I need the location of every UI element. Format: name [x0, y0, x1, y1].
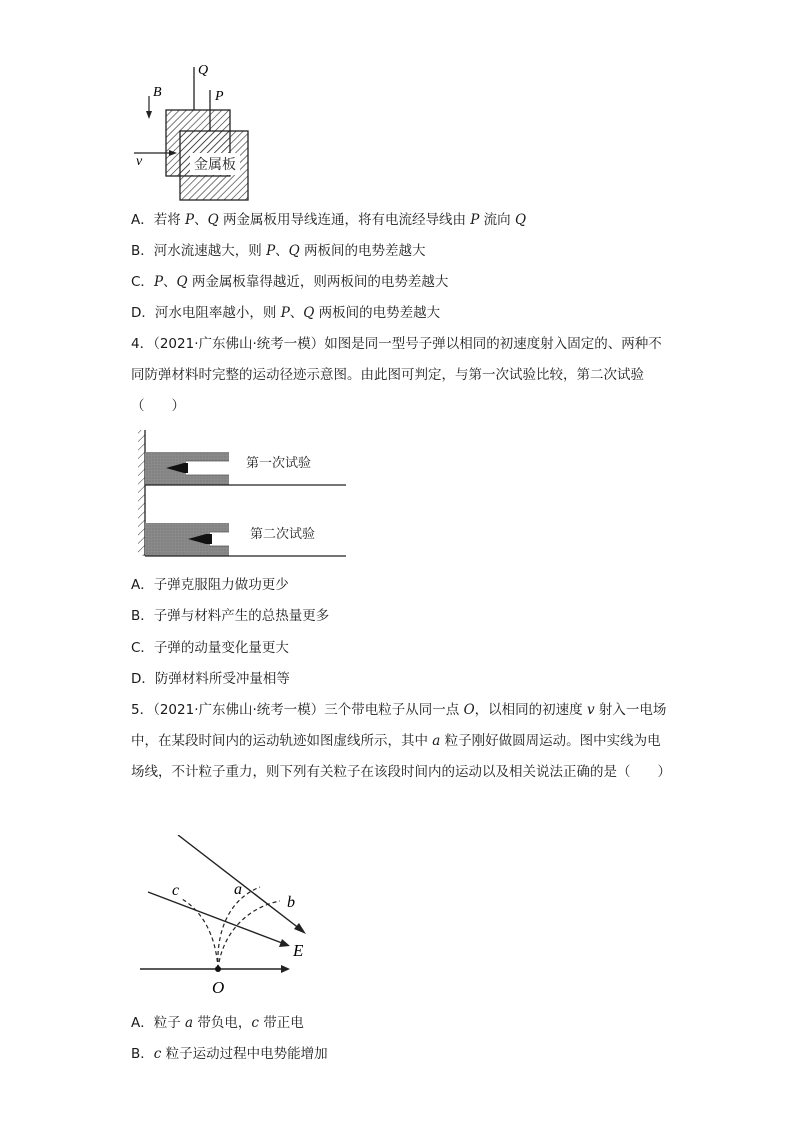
bullet-track-1	[186, 461, 230, 475]
label-e: E	[293, 941, 304, 960]
trajectory-a	[218, 887, 260, 969]
q4-option-b: B．子弹与材料产生的总热量更多	[131, 608, 330, 624]
trial-2-label: 第二次试验	[250, 527, 316, 542]
bullet-track-2	[210, 532, 230, 546]
label-b: B	[153, 85, 162, 100]
b-arrow-head	[146, 111, 152, 119]
q5-option-b: B．c 粒子运动过程中电势能增加	[131, 1046, 328, 1062]
label-b: b	[287, 894, 295, 911]
trajectory-b	[218, 901, 280, 969]
q4-option-a: A．子弹克服阻力做功更少	[131, 577, 289, 593]
label-v: v	[136, 154, 143, 169]
trajectory-c	[182, 899, 218, 969]
q4-figure	[128, 426, 350, 560]
plate-label: 金属板	[194, 157, 236, 173]
q5-stem: 5．（2021·广东佛山·统考一模）三个带电粒子从同一点 O，以相同的初速度 v 射入一电场中，在某段时间内的运动轨迹如图虚线所示，其中 a 粒子刚好做圆周运动。图中实线为电场线，不计粒子重力，则下列有关粒子在该段时间内的运动以及相关说法正确的是（ ）	[131, 702, 671, 780]
q4-option-c: C．子弹的动量变化量更大	[131, 640, 289, 656]
label-o: O	[212, 978, 225, 995]
q3-option-b: B．河水流速越大，则 P、Q 两板间的电势差越大	[131, 243, 426, 259]
label-q: Q	[198, 63, 209, 78]
label-c: c	[172, 882, 180, 899]
q4-stem: 4．（2021·广东佛山·统考一模）如图是同一型号子弹以相同的初速度射入固定的、两种不同防弹材料时完整的运动径迹示意图。由此图可判定，与第一次试验比较，第二次试验（ ）	[131, 336, 662, 414]
q3-option-c: C．P、Q 两金属板靠得越近，则两板间的电势差越大	[131, 274, 449, 290]
q4-option-d: D．防弹材料所受冲量相等	[131, 671, 290, 687]
q3-option-a: A．若将 P、Q 两金属板用导线连通，将有电流经导线由 P 流向 Q	[131, 212, 527, 228]
label-a: a	[234, 881, 242, 898]
q3-figure	[128, 62, 260, 204]
q3-option-d: D．河水电阻率越小，则 P、Q 两板间的电势差越大	[131, 305, 441, 321]
q5-figure	[130, 835, 320, 995]
label-p: P	[215, 89, 224, 104]
q5-option-a: A．粒子 a 带负电，c 带正电	[131, 1015, 304, 1031]
trial-1-label: 第一次试验	[246, 456, 312, 471]
point-o	[215, 966, 221, 972]
wall-hatch	[138, 430, 145, 556]
